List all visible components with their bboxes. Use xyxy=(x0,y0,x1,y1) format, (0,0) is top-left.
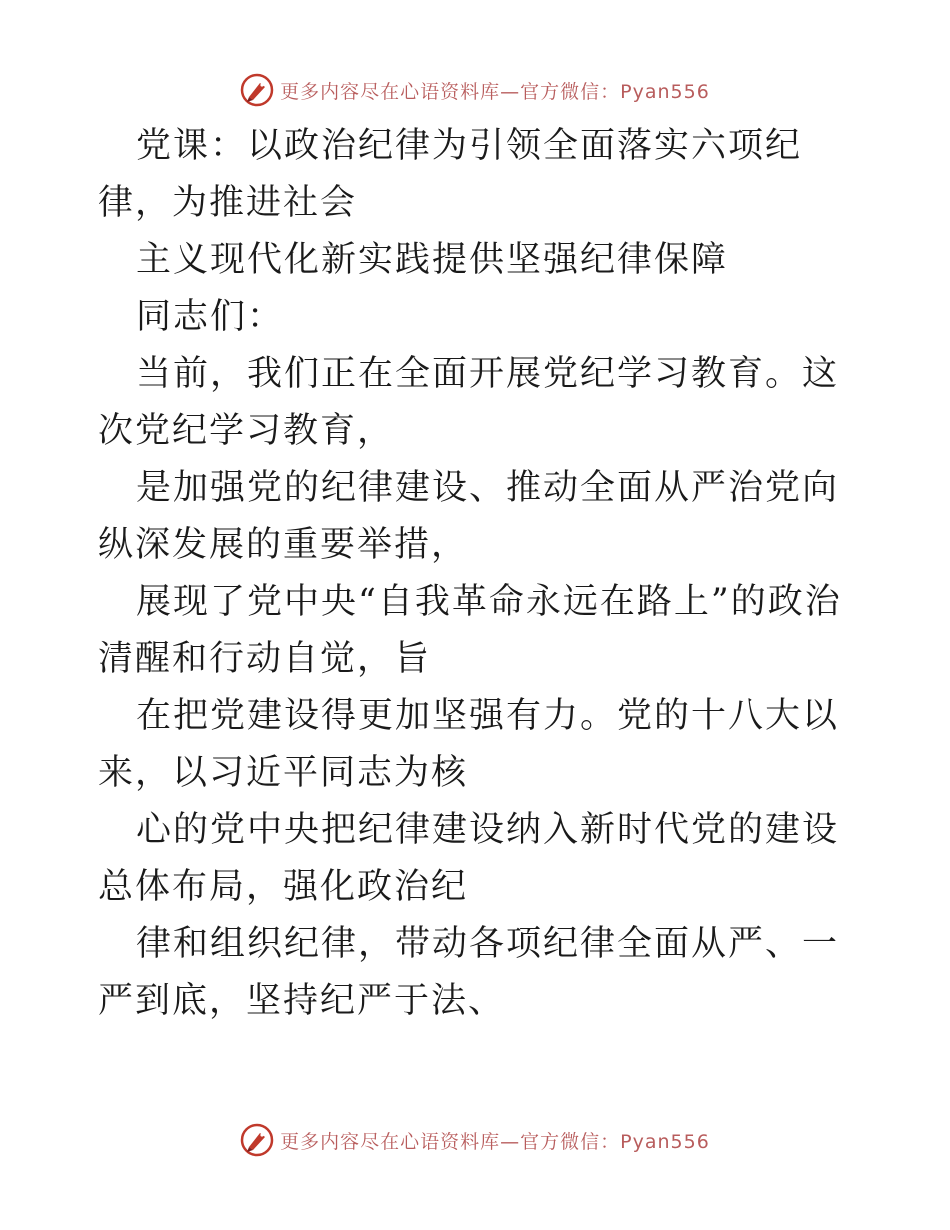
body-line-2: 是加强党的纪律建设、推动全面从严治党向纵深发展的重要举措， xyxy=(98,468,840,565)
header-banner xyxy=(0,70,950,110)
body-line-1: 当前，我们正在全面开展党纪学习教育。这次党纪学习教育， xyxy=(98,354,840,451)
document-body xyxy=(98,118,858,1030)
footer-banner-text: 更多内容尽在心语资料库—官方微信：Pyan556 xyxy=(280,1130,710,1153)
body-line-3: 展现了党中央“自我革命永远在路上”的政治清醒和行动自觉，旨 xyxy=(98,582,842,679)
pen-nib-logo-icon xyxy=(240,73,274,107)
body-line-5: 心的党中央把纪律建设纳入新时代党的建设总体布局，强化政治纪 xyxy=(98,810,840,907)
pen-nib-logo-icon xyxy=(240,1123,274,1157)
header-banner-inner xyxy=(240,73,710,107)
document-title-line-1: 党课：以政治纪律为引领全面落实六项纪律，为推进社会 xyxy=(98,126,803,223)
header-banner-text: 更多内容尽在心语资料库—官方微信：Pyan556 xyxy=(280,80,710,103)
body-line-4: 在把党建设得更加坚强有力。党的十八大以来，以习近平同志为核 xyxy=(98,696,840,793)
salutation: 同志们： xyxy=(136,297,285,337)
footer-banner-inner xyxy=(240,1123,710,1157)
document-title-line-2: 主义现代化新实践提供坚强纪律保障 xyxy=(136,240,729,280)
body-line-6: 律和组织纪律，带动各项纪律全面从严、一严到底，坚持纪严于法、 xyxy=(98,924,840,1021)
footer-banner xyxy=(0,1120,950,1160)
